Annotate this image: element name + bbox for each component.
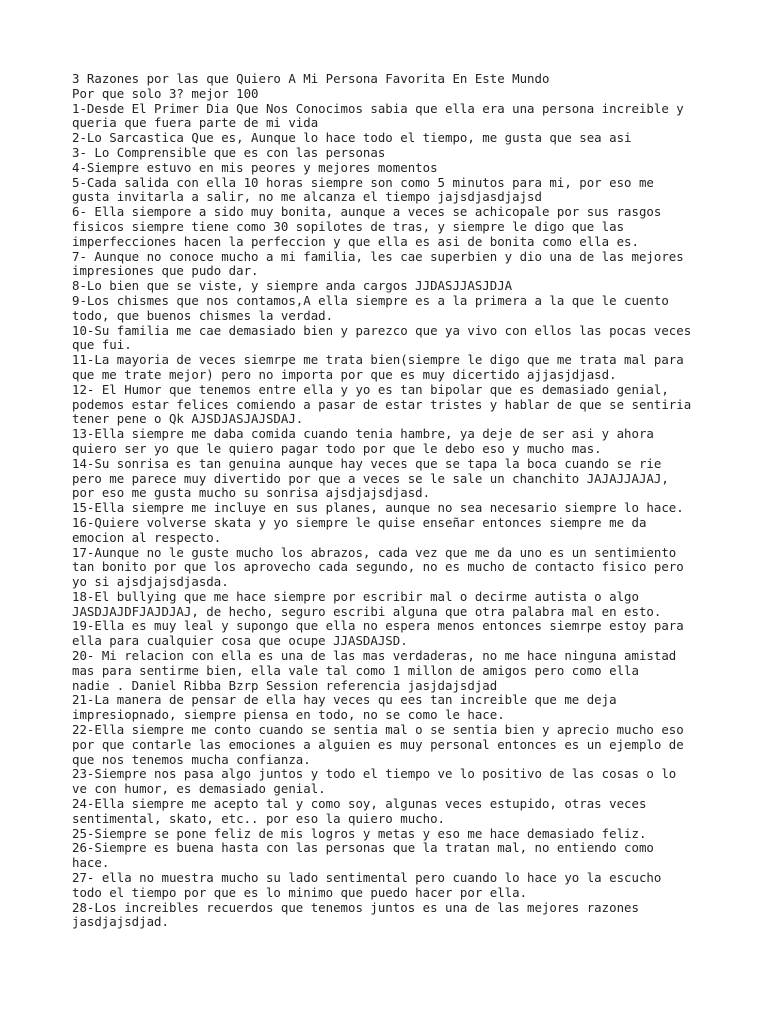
text-line: 26-Siempre es buena hasta con las personas que la tratan mal, no entiendo como (72, 840, 654, 856)
text-line: que nos tenemos mucha confianza. (72, 751, 311, 767)
text-line: 21-La manera de pensar de ella hay veces qu ees tan increible que me deja (72, 692, 617, 708)
text-line: jasdjajsdjad. (72, 914, 169, 930)
text-line: 28-Los increibles recuerdos que tenemos juntos es una de las mejores razones (72, 899, 639, 915)
text-line: 12- El Humor que tenemos entre ella y yo es tan bipolar que es demasiado genial, (72, 381, 669, 397)
text-line: yo si ajsdjajsdjasda. (72, 574, 229, 590)
text-line: todo el tiempo por que es lo minimo que puedo hacer por ella. (72, 884, 528, 900)
text-line: por eso me gusta mucho su sonrisa ajsdjajsdjasd. (72, 485, 431, 501)
text-line: nadie . Daniel Ribba Bzrp Session referencia jasjdajsdjad (72, 677, 498, 693)
text-line: 18-El bullying que me hace siempre por escribir mal o decirme autista o algo (72, 588, 639, 604)
text-line: 14-Su sonrisa es tan genuina aunque hay veces que se tapa la boca cuando se rie (72, 455, 662, 471)
document-body (72, 72, 712, 930)
text-line: gusta invitarla a salir, no me alcanza el tiempo jajsdjasdjajsd (72, 189, 542, 205)
text-line: ve con humor, es demasiado genial. (72, 781, 326, 797)
text-line: 25-Siempre se pone feliz de mis logros y metas y eso me hace demasiado feliz. (72, 825, 647, 841)
text-line: 15-Ella siempre me incluye en sus planes, aunque no sea necesario siempre lo hace. (72, 500, 684, 516)
text-line: fisicos siempre tiene como 30 sopilotes de tras, y siempre le digo que las (72, 218, 625, 234)
text-line: ella para cualquier cosa que ocupe JJASDAJSD. (72, 633, 408, 649)
text-line: 2-Lo Sarcastica Que es, Aunque lo hace todo el tiempo, me gusta que sea asi (72, 130, 632, 146)
text-line: 3- Lo Comprensible que es con las personas (72, 144, 386, 160)
text-line: 10-Su familia me cae demasiado bien y parezco que ya vivo con ellos las pocas veces (72, 322, 692, 338)
text-line: emocion al respecto. (72, 529, 222, 545)
text-line: 4-Siempre estuvo en mis peores y mejores momentos (72, 159, 438, 175)
text-line: 23-Siempre nos pasa algo juntos y todo el tiempo ve lo positivo de las cosas o lo (72, 766, 677, 782)
text-line: 22-Ella siempre me conto cuando se sentia mal o se sentia bien y aprecio mucho eso (72, 722, 684, 738)
text-line: sentimental, skato, etc.. por eso la quiero mucho. (72, 810, 445, 826)
text-line: pero me parece muy divertido por que a veces se le sale un chanchito JAJAJJAJAJ, (72, 470, 669, 486)
text-line: 7- Aunque no conoce mucho a mi familia, les cae superbien y dio una de las mejores (72, 248, 684, 264)
document-title: 3 Razones por las que Quiero A Mi Persona Favorita En Este Mundo (72, 71, 550, 86)
text-line: 11-La mayoria de veces siemrpe me trata bien(siempre le digo que me trata mal para (72, 352, 684, 368)
text-line: 8-Lo bien que se viste, y siempre anda cargos JJDASJJASJDJA (72, 278, 513, 294)
text-line: 13-Ella siempre me daba comida cuando tenia hambre, ya deje de ser asi y ahora (72, 426, 654, 442)
text-line: podemos estar felices comiendo a pasar de estar tristes y hablar de que se sentiria (72, 396, 692, 412)
text-line: tener pene o Qk AJSDJASJAJSDAJ. (72, 411, 304, 427)
text-line: mas para sentirme bien, ella vale tal como 1 millon de amigos pero como ella (72, 662, 639, 678)
text-line: impresiopnado, siempre piensa en todo, no se como le hace. (72, 707, 505, 723)
text-line: JASDJAJDFJAJDJAJ, de hecho, seguro escribi alguna que otra palabra mal en esto. (72, 603, 662, 619)
text-line: hace. (72, 855, 110, 871)
text-line: 19-Ella es muy leal y supongo que ella no espera menos entonces siemrpe estoy para (72, 618, 684, 634)
text-line: que fui. (72, 337, 132, 353)
text-line: 5-Cada salida con ella 10 horas siempre son como 5 minutos para mi, por eso me (72, 174, 654, 190)
text-line: todo, que buenos chismes la verdad. (72, 307, 334, 323)
text-line: 1-Desde El Primer Dia Que Nos Conocimos sabia que ella era una persona increible y (72, 100, 684, 116)
document-subtitle: Por que solo 3? mejor 100 (72, 85, 259, 101)
text-line: 20- Mi relacion con ella es una de las mas verdaderas, no me hace ninguna amistad (72, 648, 677, 664)
text-line: queria que fuera parte de mi vida (72, 115, 319, 131)
text-line: 24-Ella siempre me acepto tal y como soy, algunas veces estupido, otras veces (72, 796, 647, 812)
text-line: imperfecciones hacen la perfeccion y que ella es asi de bonita como ella es. (72, 233, 639, 249)
text-line: 17-Aunque no le guste mucho los abrazos, cada vez que me da uno es un sentimiento (72, 544, 677, 560)
text-line: impresiones que pudo dar. (72, 263, 259, 279)
text-line: quiero ser yo que le quiero pagar todo por que le debo eso y mucho mas. (72, 440, 602, 456)
text-line: 6- Ella siempore a sido muy bonita, aunque a veces se achicopale por sus rasgos (72, 204, 662, 220)
text-line: tan bonito por que los aprovecho cada segundo, no es mucho de contacto fisico pero (72, 559, 684, 575)
text-line: 16-Quiere volverse skata y yo siempre le quise enseñar entonces siempre me da (72, 514, 647, 530)
text-line: 9-Los chismes que nos contamos,A ella siempre es a la primera a la que le cuento (72, 292, 669, 308)
text-line: 27- ella no muestra mucho su lado sentimental pero cuando lo hace yo la escucho (72, 870, 662, 886)
text-line: por que contarle las emociones a alguien es muy personal entonces es un ejemplo de (72, 736, 684, 752)
text-line: que me trate mejor) pero no importa por que es muy dicertido ajjasjdjasd. (72, 366, 617, 382)
